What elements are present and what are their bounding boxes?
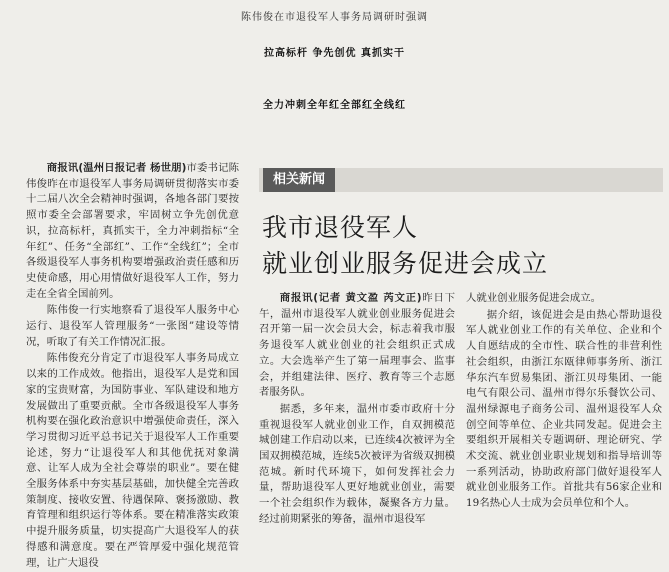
- related-title-line2: 就业创业服务促进会成立: [262, 249, 549, 278]
- related-article-body-left: [259, 291, 455, 529]
- related-news-tag: 相关新闻: [263, 168, 335, 192]
- related-article-paragraph: 据介绍，该促进会是由热心帮助退役军人就业创业工作的有关单位、企业和个人自愿结成的全市性、联合性的非营利性社会组织，由浙江东瓯律师事务所、浙江华东汽车贸易集团、浙江贝母集团、一能电气有限公司、温州市得尔乐餐饮公司、温州绿源电子商务公司、温州退役军人众创空间等单位、企业共同发起。促进会主要组织开展相关专题调研、理论研究、学术交流、就业创业职业规划和指导培训等一系列活动，协助政府部门做好退役军人就业创业服务工作。首批共有56家企业和19名热心人士成为会员单位和个人。: [466, 308, 662, 510]
- main-kicker: 陈伟俊在市退役军人事务局调研时强调: [241, 12, 428, 23]
- main-headline-line2: 全力冲刺全年红全部红全线红: [263, 100, 406, 111]
- related-article-body-right: [466, 291, 662, 513]
- main-article-paragraph: 陈伟俊充分肯定了市退役军人事务局成立以来的工作成效。他指出，退役军人是党和国家的宝贵财富，为国防事业、军队建设和地方发展做出了重要贡献。全市各级退役军人事务机构要在强化政治意识中增强使命责任，深入学习贯彻习近平总书记关于退役军人工作重要论述，努力“让退役军人和其他优抚对象满意、让军人成为全社会尊崇的职业”。要在健全服务体系中夯实基层基础，加快健全完善政策制度、接收安置、待遇保障、褒扬激励、教育管理和组织运行等体系。要在精准落实政策中提升服务质量，切实提高广大退役军人的获得感和满意度。要在严管厚爱中强化规范管理，让广大退役: [26, 352, 239, 569]
- related-article-byline: 商报讯(记者 黄文盈 芮文正): [279, 292, 422, 304]
- main-article-body: [26, 161, 239, 572]
- related-news-bar: [259, 168, 663, 192]
- related-title-line1: 我市退役军人: [262, 213, 419, 242]
- main-article-paragraph: 商报讯(温州日报记者 杨世朋)市委书记陈伟俊昨在市退役军人事务局调研贯彻落实市委十二届八次全会精神时强调，各地各部门要按照市委全会部署要求，牢固树立争先创优意识，拉高标杆，真抓实干，全力冲刺指标“全年红”、任务“全部红”、工作“全线红”；全市各级退役军人事务机构要增强政治责任感和历史使命感，用心用情做好退役军人工作，努力走在全省全国前列。: [26, 162, 240, 300]
- main-headline-line1: 拉高标杆 争先创优 真抓实干: [264, 48, 405, 59]
- main-article-byline: 商报讯(温州日报记者 杨世朋): [46, 162, 187, 174]
- related-article-paragraph: 据悉，多年来，温州市委市政府十分重视退役军人就业创业工作，自双拥模范城创建工作启动以来，已连续4次被评为全国双拥模范城，连续5次被评为省级双拥模范城。新时代环境下，如何发挥社会力量，帮助退役军人更好地就业创业，需要一个社会组织作为载体，凝聚各方力量。经过前期紧张的筹备，温州市退役军: [259, 402, 455, 525]
- main-article-paragraph: 陈伟俊一行实地察看了退役军人服务中心运行、退役军人管理服务“一张图”建设等情况，听取了有关工作情况汇报。: [26, 304, 239, 348]
- related-article-paragraph: 人就业创业服务促进会成立。: [466, 292, 602, 304]
- related-article-paragraph: 商报讯(记者 黄文盈 芮文正)昨日下午，温州市退役军人就业创业服务促进会召开第一届一次会员大会，标志着我市服务退役军人就业创业的社会组织正式成立。大会选举产生了第一届理事会、监事会，并组建法律、医疗、教育等三个志愿者服务队。: [259, 292, 455, 399]
